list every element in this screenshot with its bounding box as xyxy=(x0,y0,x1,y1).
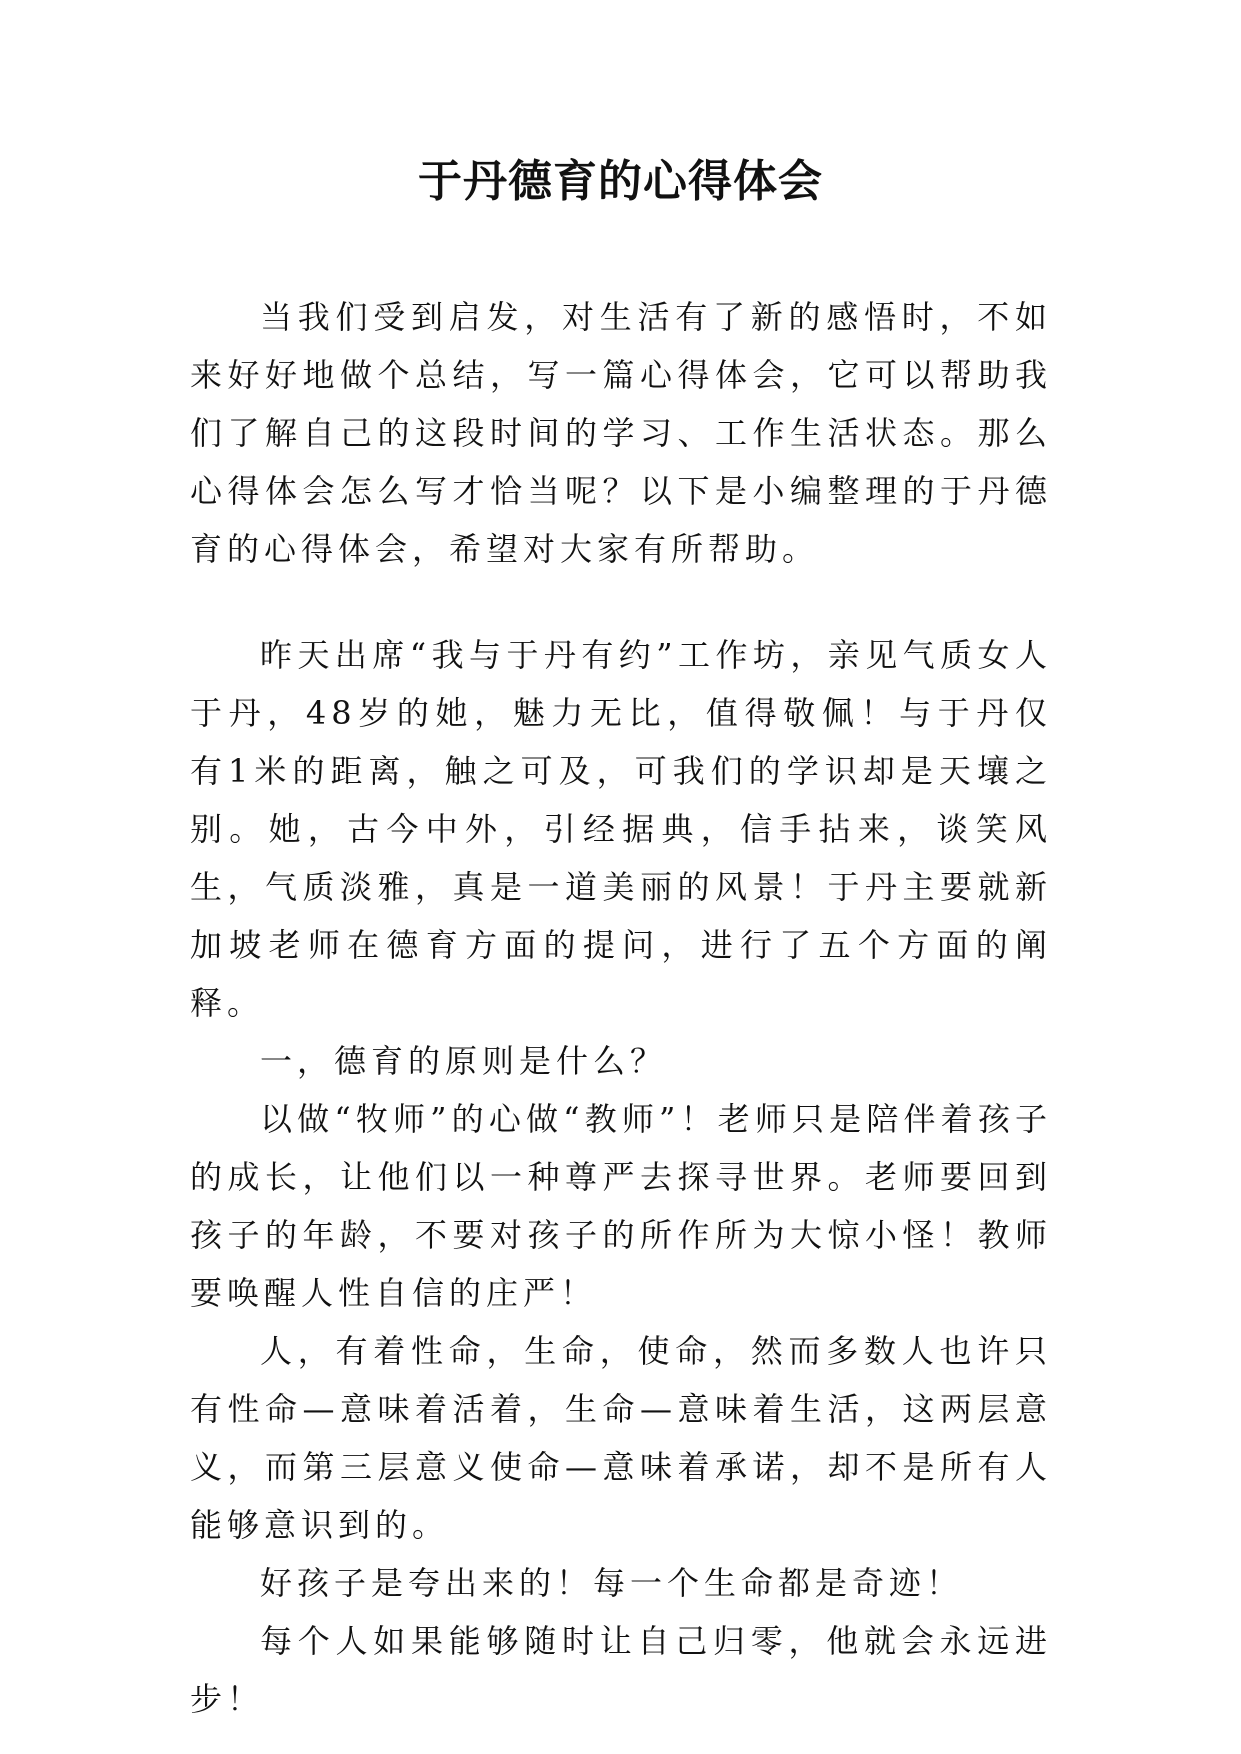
intro-section xyxy=(190,288,1052,578)
paragraph-reset-zero: 每个人如果能够随时让自己归零，他就会永远进步！ xyxy=(190,1622,1052,1718)
paragraph-pastor-teacher: 以做“牧师”的心做“教师”！老师只是陪伴着孩子的成长，让他们以一种尊严去探寻世界。老师要回到孩子的年龄，不要对孩子的所作所为大惊小怪！教师要唤醒人性自信的庄严！ xyxy=(190,1100,1052,1312)
paragraph-workshop: 昨天出席“我与于丹有约”工作坊，亲见气质女人于丹，48岁的她，魅力无比，值得敬佩！与于丹仅有1米的距离，触之可及，可我们的学识却是天壤之别。她，古今中外，引经据典，信手拈来，谈笑风生，气质淡雅，真是一道美丽的风景！于丹主要就新加坡老师在德育方面的提问，进行了五个方面的阐释。 xyxy=(190,636,1052,1022)
document-title: 于丹德育的心得体会 xyxy=(418,156,823,207)
main-section xyxy=(190,626,1052,1728)
intro-paragraph: 当我们受到启发，对生活有了新的感悟时，不如来好好地做个总结，写一篇心得体会，它可以帮助我们了解自己的这段时间的学习、工作生活状态。那么心得体会怎么写才恰当呢？以下是小编整理的于丹德育的心得体会，希望对大家有所帮助。 xyxy=(190,298,1052,568)
paragraph-heading-principle: 一，德育的原则是什么？ xyxy=(260,1042,668,1080)
paragraph-good-child: 好孩子是夸出来的！每一个生命都是奇迹！ xyxy=(260,1564,964,1602)
paragraph-life-meaning: 人，有着性命，生命，使命，然而多数人也许只有性命—意味着活着，生命—意味着生活，这两层意义，而第三层意义使命—意味着承诺，却不是所有人能够意识到的。 xyxy=(190,1332,1052,1544)
